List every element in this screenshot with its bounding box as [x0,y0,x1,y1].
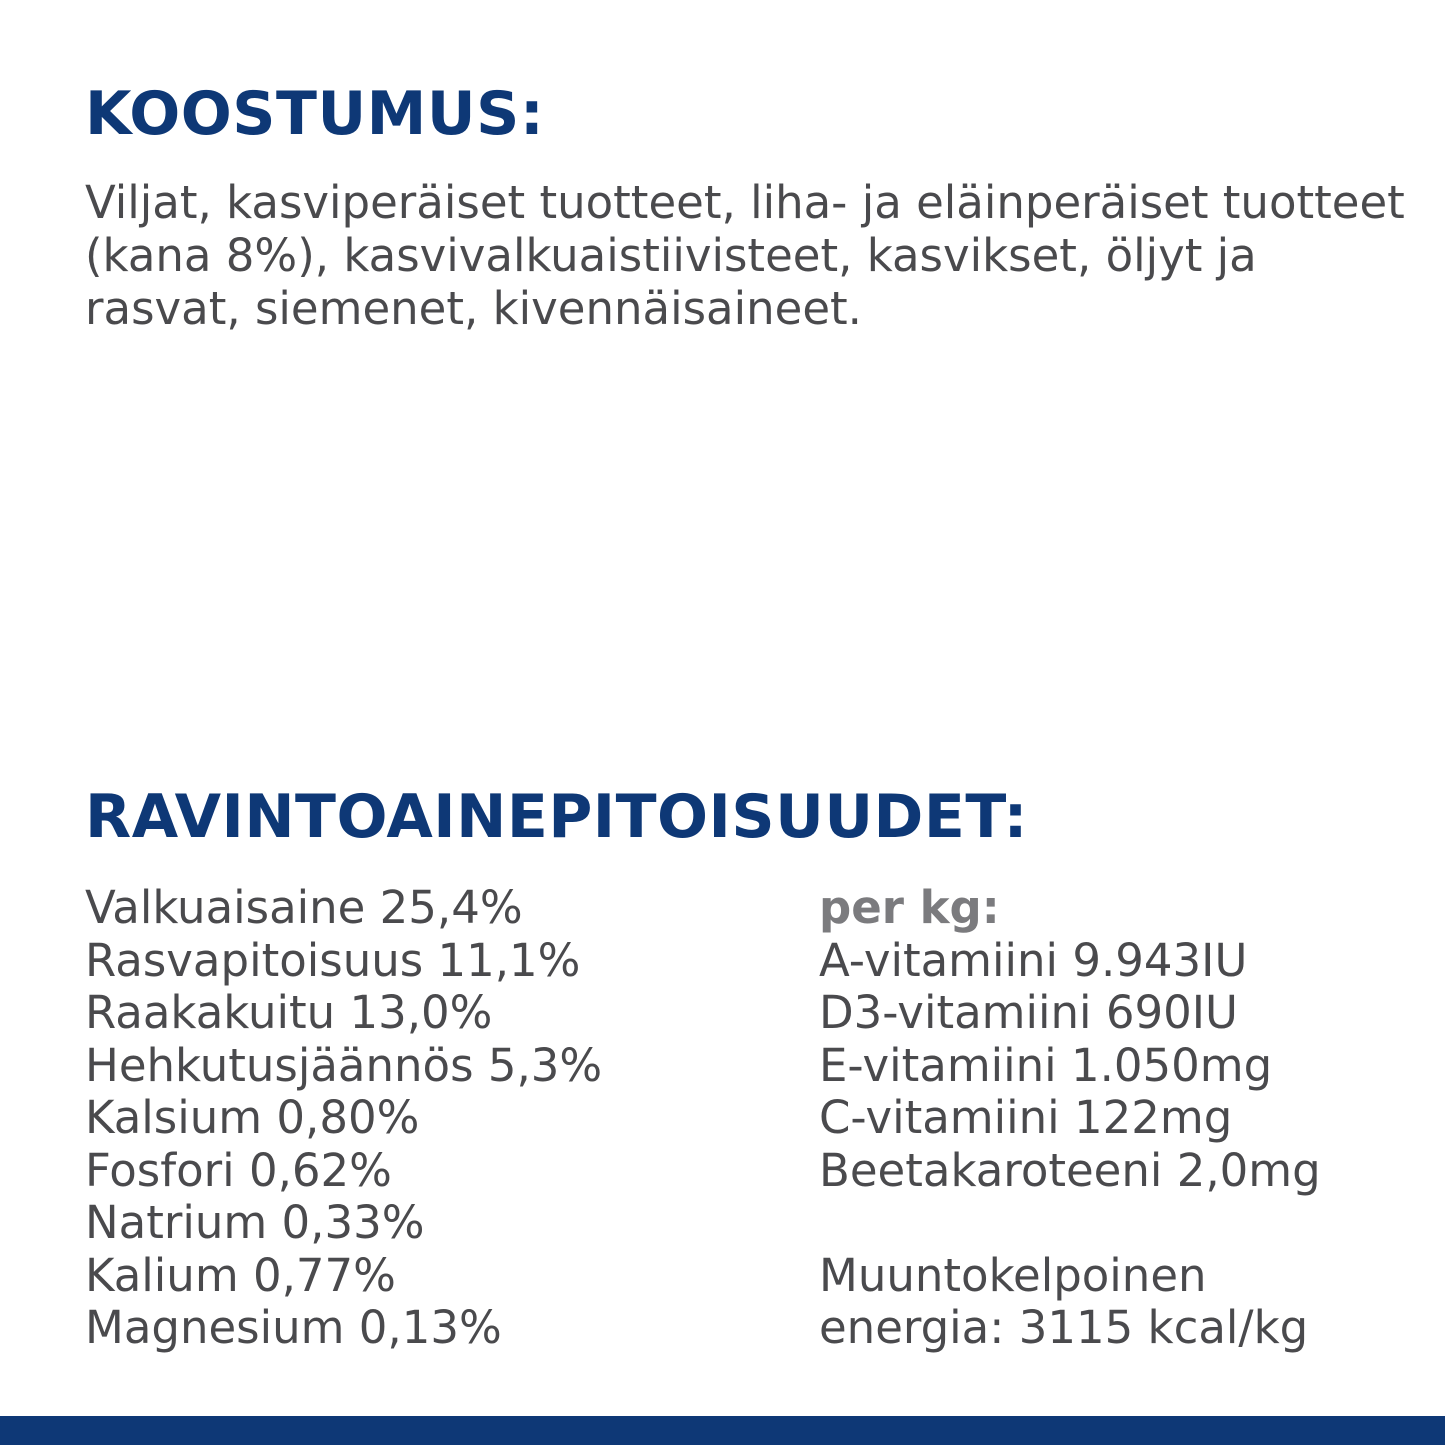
vitamin-item: A-vitamiini 9.943IU [819,933,1248,987]
bottom-bar [0,1416,1445,1445]
per-kg-label: per kg: [819,881,1000,934]
composition-heading: KOOSTUMUS: [85,79,545,149]
nutrient-item: Raakakuitu 13,0% [85,986,493,1039]
nutrient-item: Hehkutusjäännös 5,3% [85,1038,603,1092]
nutrients-heading: RAVINTOAINEPITOISUUDET: [85,782,1028,852]
nutrient-item: Fosfori 0,62% [85,1143,392,1197]
nutrient-list-right [819,882,1321,1355]
energy-line-1: Muuntokelpoinen [819,1248,1207,1302]
nutrient-item: Magnesium 0,13% [85,1301,502,1354]
vitamin-item: C-vitamiini 122mg [819,1091,1233,1144]
spacer [819,1197,1321,1250]
nutrient-item: Valkuaisaine 25,4% [85,881,523,934]
vitamin-item: E-vitamiini 1.050mg [819,1038,1273,1092]
nutrient-item: Natrium 0,33% [85,1196,425,1249]
vitamin-item: Beetakaroteeni 2,0mg [819,1143,1321,1197]
nutrient-item: Kalsium 0,80% [85,1091,420,1144]
nutrient-list-left [85,882,602,1355]
vitamin-item: D3-vitamiini 690IU [819,986,1238,1039]
nutrient-item: Rasvapitoisuus 11,1% [85,933,581,987]
energy-line-2: energia: 3115 kcal/kg [819,1301,1309,1354]
composition-text: Viljat, kasviperäiset tuotteet, liha- ja eläinperäiset tuotteet (kana 8%), kasvivalkuaistiivisteet, kasvikset, öljyt ja rasvat, siemenet, kivennäisaineet. [85,176,1405,335]
nutrient-item: Kalium 0,77% [85,1248,396,1302]
